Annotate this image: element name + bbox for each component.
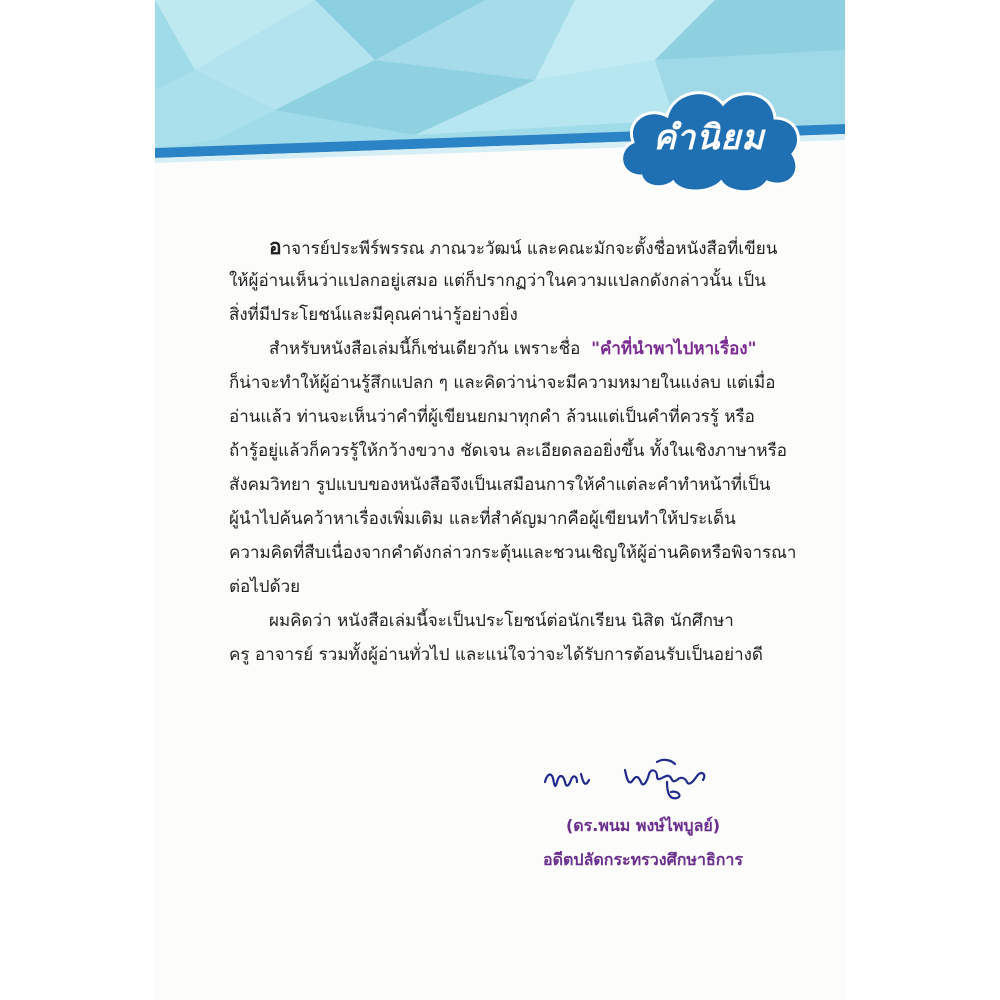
- text-line: ให้ผู้อ่านเห็นว่าแปลกอยู่เสมอ แต่ก็ปรากฏว่าในความแปลกดังกล่าวนั้น เป็น: [229, 271, 766, 291]
- foreword-body: [229, 230, 797, 672]
- paragraph-3-line-1: [229, 604, 777, 638]
- text-line: อ่านแล้ว ท่านจะเห็นว่าคำที่ผู้เขียนยกมาทุกคำ ล้วนแต่เป็นคำที่ควรรู้ หรือ: [229, 407, 755, 427]
- paragraph-2-line-8: [229, 570, 777, 604]
- paragraph-2-line-2: [229, 366, 777, 400]
- text-line: สำหรับหนังสือเล่มนี้ก็เช่นเดียวกัน เพราะชื่อ: [269, 339, 581, 359]
- text-line: ก็น่าจะทำให้ผู้อ่านรู้สึกแปลก ๆ และคิดว่าน่าจะมีความหมายในแง่ลบ แต่เมื่อ: [229, 373, 776, 393]
- drop-cap: อ: [269, 235, 282, 259]
- document-page: [155, 0, 845, 1000]
- paragraph-1-line-3: [229, 298, 777, 332]
- page-title: คำนิยม: [653, 118, 765, 158]
- paragraph-3-line-2: [229, 638, 777, 672]
- paragraph-2-line-7: [229, 536, 797, 570]
- text-line: สิ่งที่มีประโยชน์และมีคุณค่าน่ารู้อย่างยิ่ง: [229, 305, 518, 325]
- handwritten-signature: [539, 752, 739, 812]
- paragraph-2-line-3: [229, 400, 777, 434]
- text-line: ผู้นำไปค้นคว้าหาเรื่องเพิ่มเติม และที่สำคัญมากคือผู้เขียนทำให้ประเด็น: [229, 509, 736, 529]
- paragraph-1-line-2: [229, 264, 777, 298]
- paragraph-1-line-1: [229, 230, 777, 264]
- signatory-name: (ดร.พนม พงษ์ไพบูลย์): [565, 816, 721, 835]
- paragraph-2-line-4: [229, 434, 787, 468]
- book-title-quote: "คำที่นำพาไปหาเรื่อง": [591, 339, 757, 359]
- text-line: ผมคิดว่า หนังสือเล่มนี้จะเป็นประโยชน์ต่อนักเรียน นิสิต นักศึกษา: [269, 611, 734, 631]
- paragraph-2-line-6: [229, 502, 777, 536]
- paragraph-2-line-1: [229, 332, 777, 366]
- signatory-title: อดีตปลัดกระทรวงศึกษาธิการ: [543, 850, 743, 869]
- text-line: สังคมวิทยา รูปแบบของหนังสือจึงเป็นเสมือนการให้คำแต่ละคำทำหน้าที่เป็น: [229, 475, 771, 495]
- text-line: ต่อไปด้วย: [229, 577, 301, 597]
- text-line: าจารย์ประพีร์พรรณ ภาณวะวัฒน์ และคณะมักจะตั้งชื่อหนังสือที่เขียน: [281, 239, 778, 259]
- text-line: ครู อาจารย์ รวมทั้งผู้อ่านทั่วไป และแน่ใจว่าจะได้รับการต้อนรับเป็นอย่างดี: [229, 645, 763, 665]
- text-line: ถ้ารู้อยู่แล้วก็ควรรู้ให้กว้างขวาง ชัดเจน ละเอียดลออยิ่งขึ้น ทั้งในเชิงภาษาหรือ: [229, 441, 787, 461]
- text-line: ความคิดที่สืบเนื่องจากคำดังกล่าวกระตุ้นและชวนเชิญให้ผู้อ่านคิดหรือพิจารณา: [229, 543, 797, 563]
- paragraph-2-line-5: [229, 468, 777, 502]
